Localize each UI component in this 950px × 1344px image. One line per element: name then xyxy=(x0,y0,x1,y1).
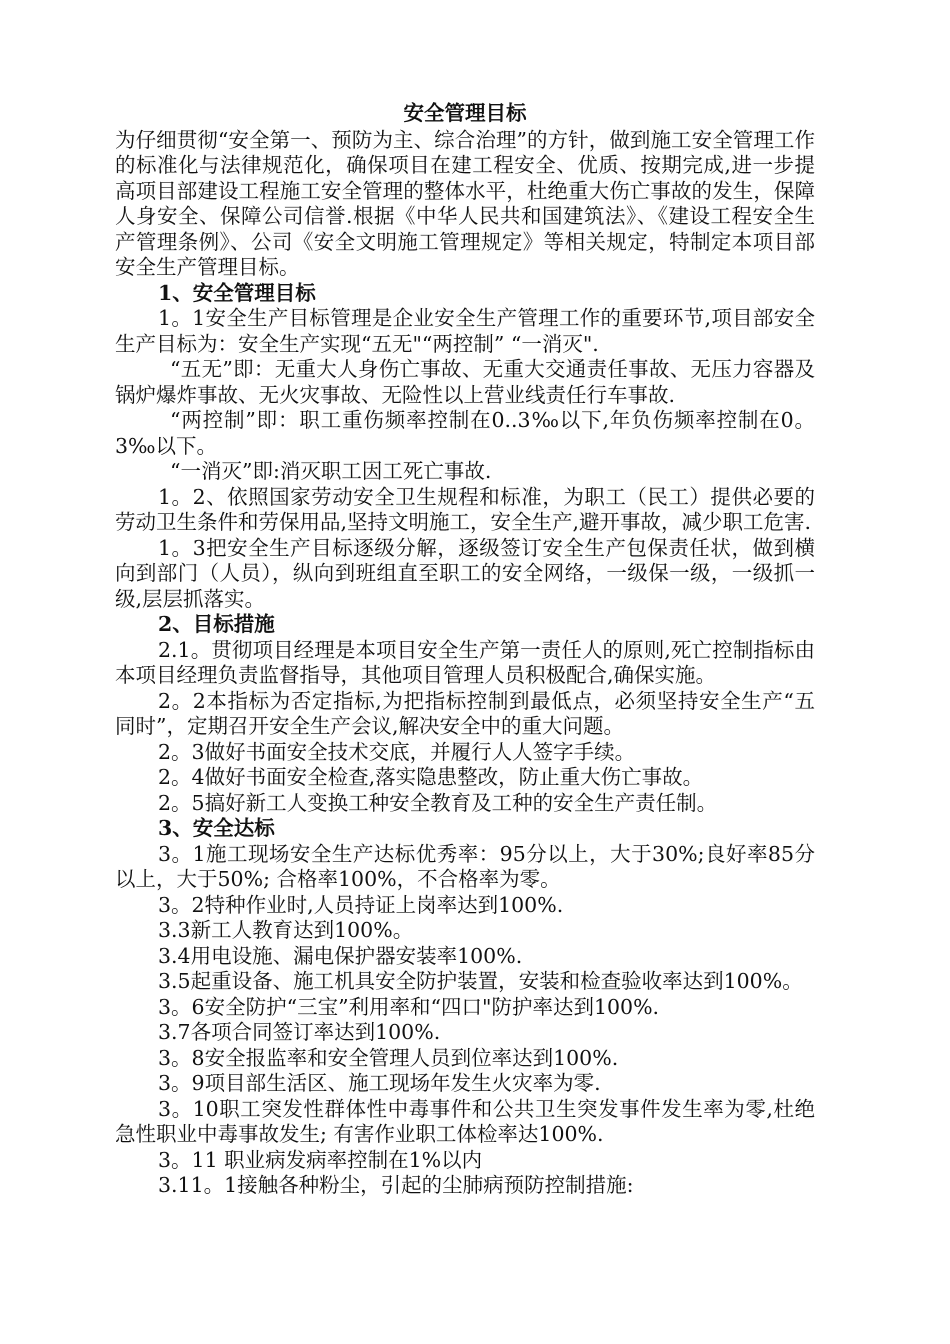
section-3-paragraph: 3.4用电设施、漏电保护器安装率100%. xyxy=(158,943,523,968)
section-2-paragraph: 2.1。贯彻项目经理是本项目安全生产第一责任人的原则,死亡控制指标由本项目经理负责监督指导，其他项目管理人员积极配合,确保实施。 xyxy=(115,637,815,687)
section-3-paragraph: 3。8安全报监率和安全管理人员到位率达到100%. xyxy=(158,1045,619,1070)
section-2-paragraph: 2。5搞好新工人变换工种安全教育及工种的安全生产责任制。 xyxy=(158,790,718,815)
section-3-paragraph: 3.3新工人教育达到100%。 xyxy=(158,918,414,942)
section-1-paragraph: 1。1安全生产目标管理是企业安全生产管理工作的重要环节,项目部安全生产目标为：安全生产实现“五无"“两控制” “一消灭". xyxy=(115,306,815,356)
section-1-paragraph: “两控制”即：职工重伤频率控制在0..3‰以下,年负伤频率控制在0。3‰以下。 xyxy=(115,408,815,458)
section-3-paragraph: 3.5起重设备、施工机具安全防护装置，安装和检查验收率达到100%。 xyxy=(158,969,803,993)
section-3-paragraph: 3。10职工突发性群体性中毒事件和公共卫生突发事件发生率为零,杜绝急性职业中毒事故发生; 有害作业职工体检率达100%. xyxy=(115,1096,815,1146)
intro-paragraph: 为仔细贯彻“安全第一、预防为主、综合治理”的方针，做到施工安全管理工作的标准化与法律规范化，确保项目在建工程安全、优质、按期完成,进一步提高项目部建设工程施工安全管理的整体水平，杜绝重大伤亡事故的发生，保障人身安全、保障公司信誉.根据《中华人民共和国建筑法》、《建设工程安全生产管理条例》、公司《安全文明施工管理规定》等相关规定，特制定本项目部安全生产管理目标。 xyxy=(115,127,815,279)
section-3-paragraph: 3。1施工现场安全生产达标优秀率：95分以上，大于30%;良好率85分以上，大于50%; 合格率100%，不合格率为零。 xyxy=(115,841,815,891)
section-3-paragraph: 3。9项目部生活区、施工现场年发生火灾率为零. xyxy=(158,1071,601,1095)
section-2-heading: 2、目标措施 xyxy=(158,612,275,636)
section-3-heading: 3、安全达标 xyxy=(158,816,275,840)
section-3-paragraph: 3。6安全防护“三宝”利用率和“四口"防护率达到100%. xyxy=(158,994,660,1019)
section-3-paragraph: 3.11。1接触各种粉尘，引起的尘肺病预防控制措施: xyxy=(158,1173,634,1197)
section-3-paragraph: 3.7各项合同签订率达到100%. xyxy=(158,1020,441,1044)
section-1-heading: 1、安全管理目标 xyxy=(158,280,316,305)
section-2-paragraph: 2。3做好书面安全技术交底，并履行人人签字手续。 xyxy=(158,739,636,764)
section-1-paragraph: 1。3把安全生产目标逐级分解，逐级签订安全生产包保责任状，做到横向到部门（人员），纵向到班组直至职工的安全网络，一级保一级，一级抓一级,层层抓落实。 xyxy=(115,535,815,611)
section-2-paragraph: 2。2本指标为否定指标,为把指标控制到最低点，必须坚持安全生产“五同时”，定期召开安全生产会议,解决安全中的重大问题。 xyxy=(115,688,815,738)
section-3-paragraph: 3。2特种作业时,人员持证上岗率达到100%. xyxy=(158,892,564,917)
document-title: 安全管理目标 xyxy=(403,101,527,125)
section-2-paragraph: 2。4做好书面安全检查,落实隐患整改，防止重大伤亡事故。 xyxy=(158,765,704,789)
document-page xyxy=(115,101,815,1199)
section-1-paragraph: “一消灭”即:消灭职工因工死亡事故. xyxy=(170,459,492,483)
section-3-paragraph: 3。11 职业病发病率控制在1%以内 xyxy=(158,1147,483,1172)
section-1-paragraph: “五无”即：无重大人身伤亡事故、无重大交通责任事故、无压力容器及锅炉爆炸事故、无火灾事故、无险性以上营业线责任行车事故. xyxy=(115,357,815,407)
section-1-paragraph: 1。2、依照国家劳动安全卫生规程和标准，为职工（民工）提供必要的劳动卫生条件和劳保用品,坚持文明施工，安全生产,避开事故，减少职工危害. xyxy=(115,484,815,534)
